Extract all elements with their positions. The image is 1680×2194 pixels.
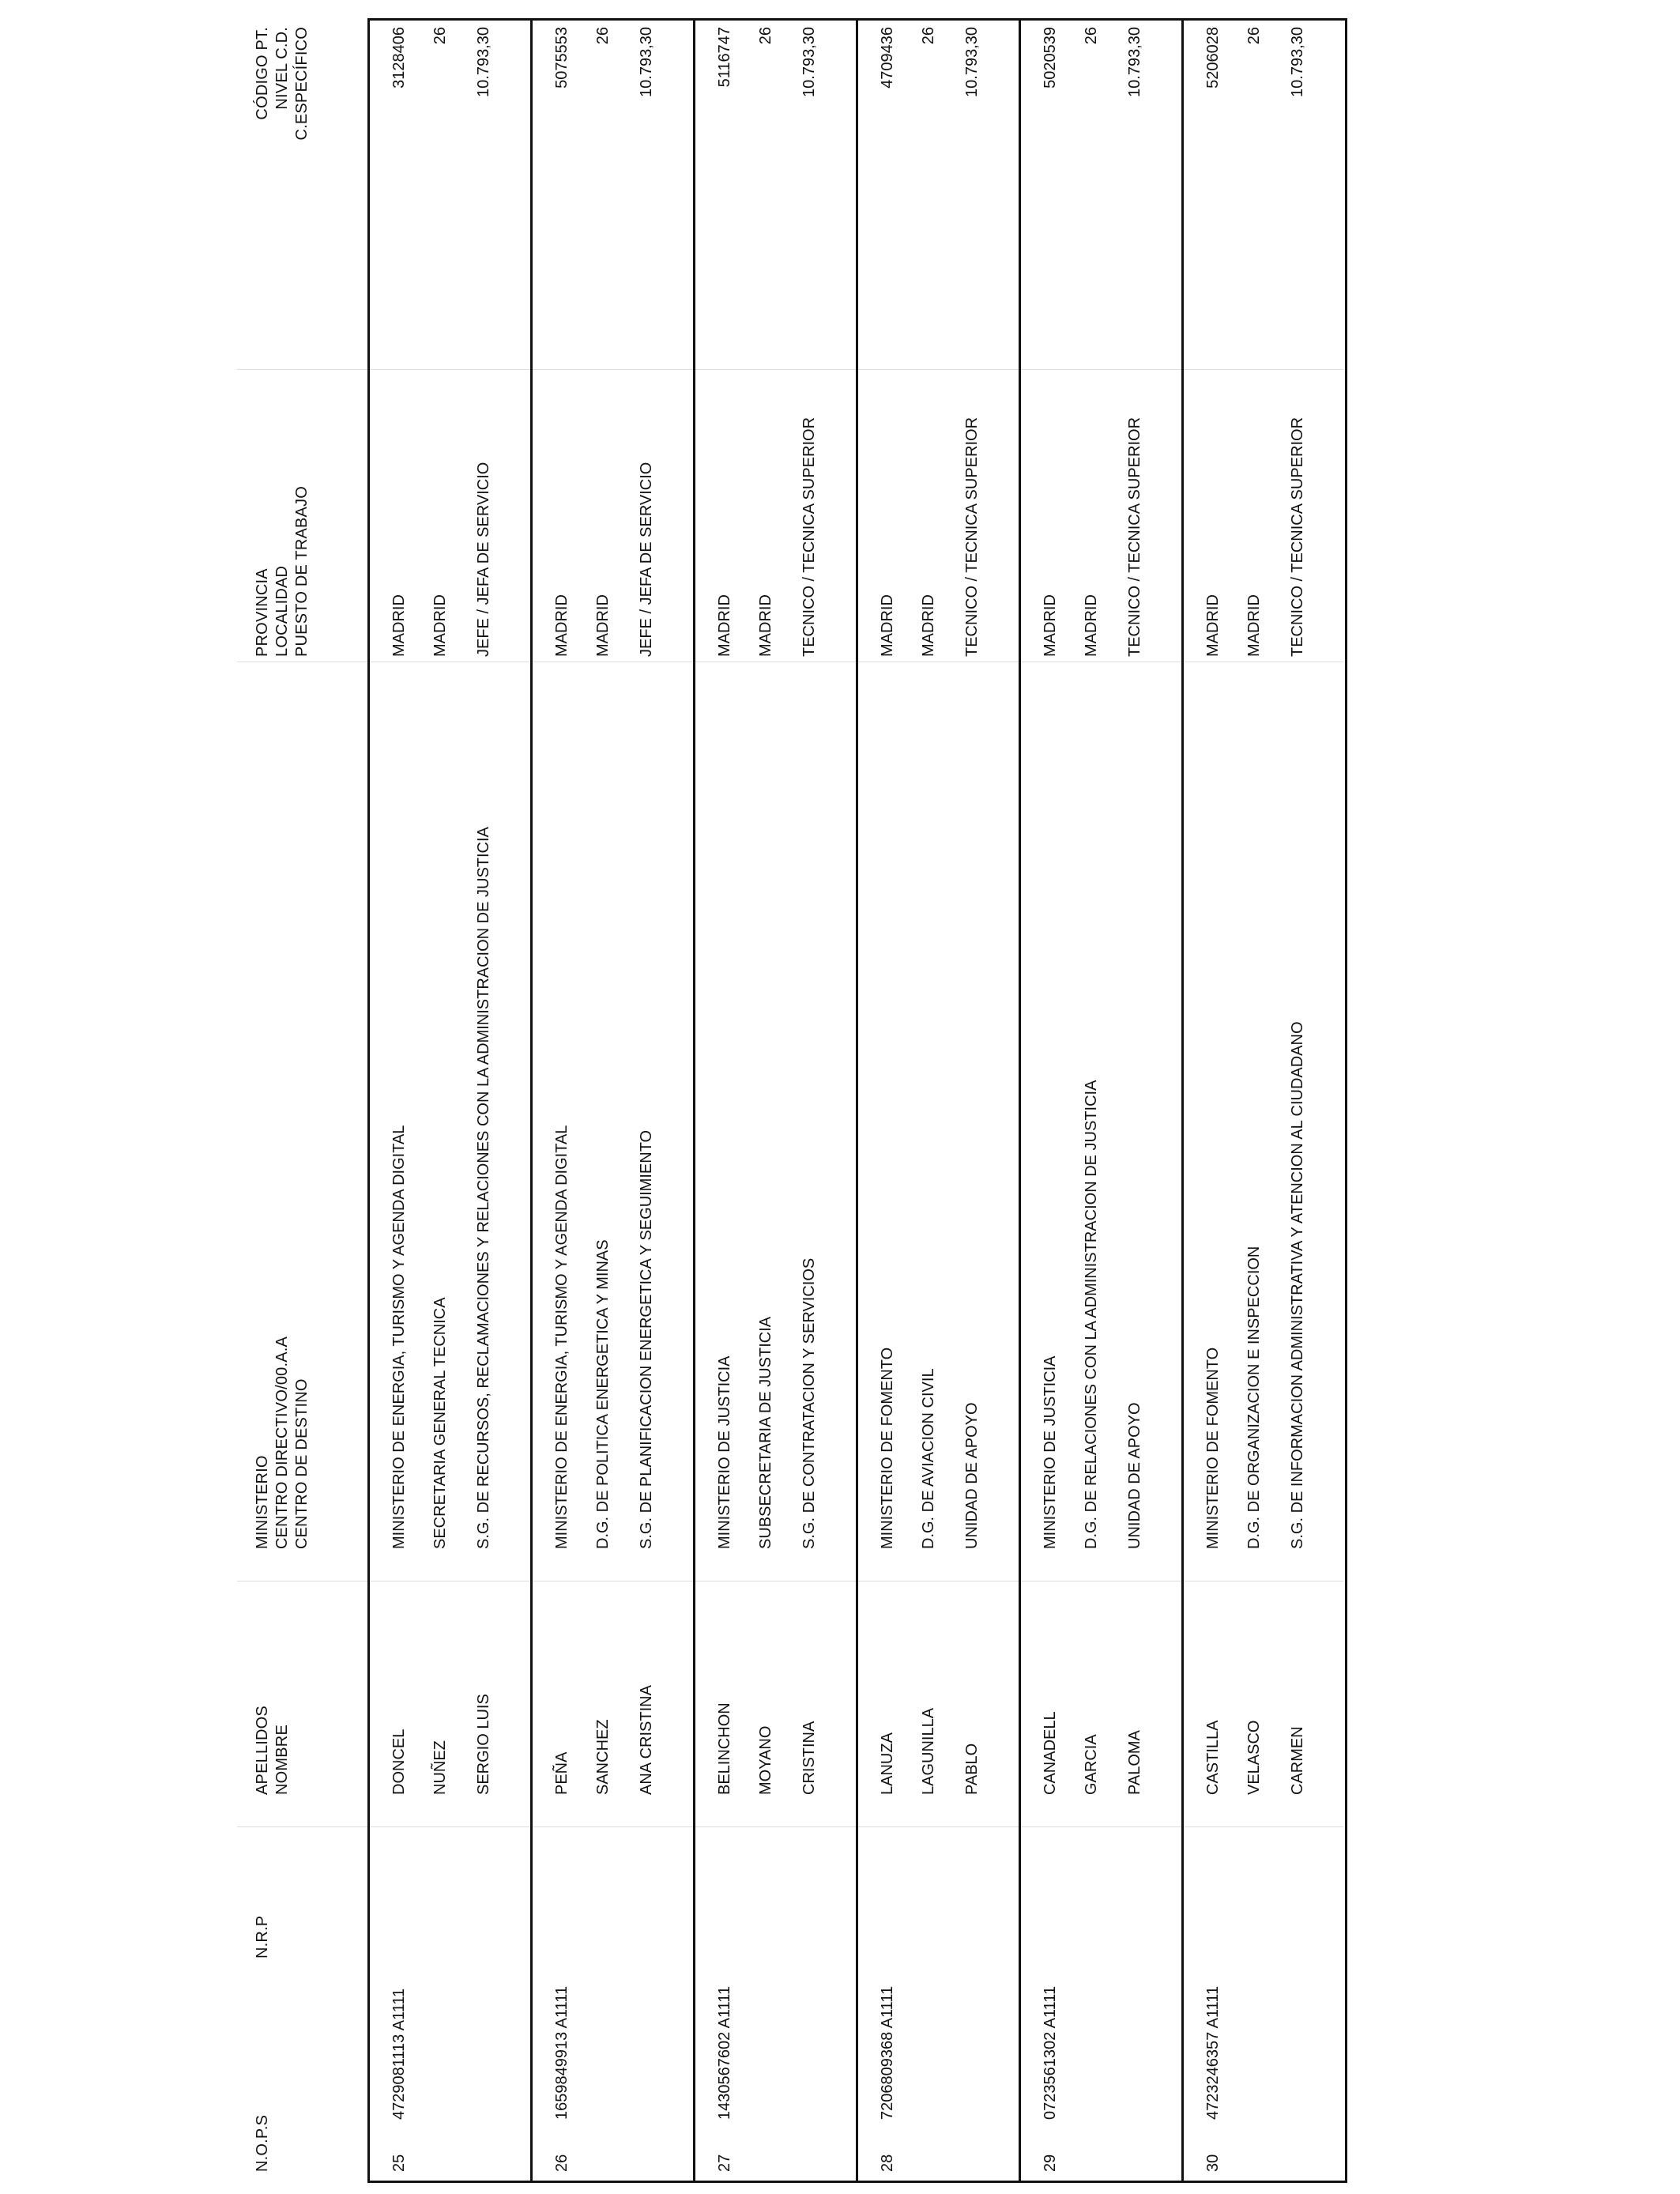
header-ministerio-label: MINISTERIO bbox=[254, 1455, 271, 1549]
nombre-cell: ANA CRISTINA bbox=[638, 1685, 655, 1795]
nops-cell: 30 bbox=[1204, 2154, 1222, 2172]
header-apellidos-label: APELLIDOS bbox=[254, 1706, 271, 1795]
centro-directivo-cell: SECRETARIA GENERAL TECNICA bbox=[431, 1297, 449, 1549]
header-nombre-label: NOMBRE bbox=[273, 1725, 291, 1795]
especifico-cell: 10.793,30 bbox=[800, 27, 818, 97]
centro-directivo-cell: D.G. DE AVIACION CIVIL bbox=[920, 1368, 937, 1549]
localidad-cell: MADRID bbox=[431, 594, 449, 657]
centro-directivo-cell: D.G. DE POLITICA ENERGETICA Y MINAS bbox=[594, 1239, 612, 1549]
nops-cell: 25 bbox=[390, 2154, 408, 2172]
centro-destino-cell: S.G. DE PLANIFICACION ENERGETICA Y SEGUIMIENTO bbox=[638, 1129, 655, 1549]
provincia-cell: MADRID bbox=[879, 594, 896, 657]
nombre-cell: CARMEN bbox=[1289, 1726, 1306, 1795]
header-nivel-label: NIVEL C.D. bbox=[273, 27, 291, 110]
codigo-cell: 4709436 bbox=[879, 27, 896, 89]
nivel-cell: 26 bbox=[1245, 27, 1263, 45]
header-provincia-label: PROVINCIA bbox=[254, 568, 271, 657]
nivel-cell: 26 bbox=[757, 27, 774, 45]
header-ministerio-block bbox=[253, 1336, 312, 1549]
header-centro-destino-label: CENTRO DE DESTINO bbox=[293, 1378, 311, 1549]
row-separator bbox=[1019, 18, 1021, 2183]
row-separator bbox=[693, 18, 695, 2183]
ministerio-cell: MINISTERIO DE FOMENTO bbox=[1204, 1347, 1222, 1549]
nrp-cell: 7206809368 A1111 bbox=[879, 1985, 896, 2120]
nombre-cell: PABLO bbox=[963, 1743, 981, 1795]
centro-directivo-cell: D.G. DE ORGANIZACION E INSPECCION bbox=[1245, 1246, 1263, 1549]
nrp-cell: 1659849913 A1111 bbox=[553, 1985, 571, 2120]
row-separator bbox=[530, 18, 533, 2183]
nivel-cell: 26 bbox=[594, 27, 612, 45]
apellido1-cell: CASTILLA bbox=[1204, 1720, 1222, 1795]
nrp-cell: 1430567602 A1111 bbox=[716, 1985, 733, 2120]
localidad-cell: MADRID bbox=[594, 594, 612, 657]
header-codigo-block bbox=[253, 27, 312, 194]
localidad-cell: MADRID bbox=[757, 594, 774, 657]
puesto-cell: JEFE / JEFA DE SERVICIO bbox=[638, 462, 655, 657]
codigo-cell: 5116747 bbox=[716, 27, 733, 88]
apellido2-cell: SANCHEZ bbox=[594, 1719, 612, 1795]
especifico-cell: 10.793,30 bbox=[1126, 27, 1143, 97]
apellido1-cell: DONCEL bbox=[390, 1728, 408, 1795]
header-puesto-label: PUESTO DE TRABAJO bbox=[293, 485, 311, 657]
codigo-cell: 3128406 bbox=[390, 27, 408, 89]
header-centro-directivo-label: CENTRO DIRECTIVO/00.A.A bbox=[273, 1336, 291, 1549]
localidad-cell: MADRID bbox=[1083, 594, 1100, 657]
nrp-cell: 0723561302 A1111 bbox=[1042, 1985, 1059, 2120]
apellido1-cell: BELINCHON bbox=[716, 1702, 733, 1795]
centro-destino-cell: S.G. DE INFORMACION ADMINISTRATIVA Y ATENCION AL CIUDADANO bbox=[1289, 1021, 1306, 1549]
apellido1-cell: PEÑA bbox=[553, 1751, 571, 1795]
apellido2-cell: LAGUNILLA bbox=[920, 1707, 937, 1795]
puesto-cell: JEFE / JEFA DE SERVICIO bbox=[475, 462, 492, 657]
apellido2-cell: MOYANO bbox=[757, 1725, 774, 1795]
apellido2-cell: GARCIA bbox=[1083, 1734, 1100, 1795]
ministerio-cell: MINISTERIO DE ENERGIA, TURISMO Y AGENDA DIGITAL bbox=[553, 1125, 571, 1549]
row-separator bbox=[1181, 18, 1184, 2183]
centro-directivo-cell: SUBSECRETARIA DE JUSTICIA bbox=[757, 1316, 774, 1549]
header-nops bbox=[253, 2115, 273, 2172]
nrp-cell: 4729081113 A1111 bbox=[390, 1988, 408, 2120]
nivel-cell: 26 bbox=[1083, 27, 1100, 45]
nombre-cell: SERGIO LUIS bbox=[475, 1694, 492, 1795]
header-nops-label: N.O.P.S bbox=[254, 2114, 271, 2172]
nombre-cell: CRISTINA bbox=[800, 1721, 818, 1795]
header-nrp-label: N.R.P bbox=[254, 1915, 271, 1958]
centro-destino-cell: S.G. DE RECURSOS, RECLAMACIONES Y RELACIONES CON LA ADMINISTRACION DE JUSTICIA bbox=[475, 827, 492, 1549]
header-nrp bbox=[253, 1916, 273, 1958]
codigo-cell: 5020539 bbox=[1042, 27, 1059, 89]
ministerio-cell: MINISTERIO DE FOMENTO bbox=[879, 1347, 896, 1549]
provincia-cell: MADRID bbox=[553, 594, 571, 657]
provincia-cell: MADRID bbox=[1042, 594, 1059, 657]
provincia-cell: MADRID bbox=[1204, 594, 1222, 657]
header-provincia-block bbox=[253, 486, 312, 657]
ministerio-cell: MINISTERIO DE JUSTICIA bbox=[716, 1355, 733, 1549]
apellido1-cell: LANUZA bbox=[879, 1732, 896, 1795]
row-separator bbox=[856, 18, 858, 2183]
puesto-cell: TECNICO / TECNICA SUPERIOR bbox=[1126, 417, 1143, 657]
centro-destino-cell: UNIDAD DE APOYO bbox=[1126, 1402, 1143, 1549]
puesto-cell: TECNICO / TECNICA SUPERIOR bbox=[963, 417, 981, 657]
header-localidad-label: LOCALIDAD bbox=[273, 565, 291, 657]
puesto-cell: TECNICO / TECNICA SUPERIOR bbox=[800, 417, 818, 657]
apellido2-cell: NUÑEZ bbox=[431, 1740, 449, 1795]
header-especifico-label: C.ESPECÍFICO bbox=[293, 27, 311, 141]
nops-cell: 26 bbox=[553, 2154, 571, 2172]
codigo-cell: 5206028 bbox=[1204, 27, 1222, 89]
nivel-cell: 26 bbox=[431, 27, 449, 45]
header-apellidos-nombre bbox=[253, 1706, 292, 1795]
nops-cell: 27 bbox=[716, 2154, 733, 2172]
nrp-cell: 4723246357 A1111 bbox=[1204, 1985, 1222, 2120]
especifico-cell: 10.793,30 bbox=[638, 27, 655, 97]
nivel-cell: 26 bbox=[920, 27, 937, 45]
nops-cell: 28 bbox=[879, 2154, 896, 2172]
centro-directivo-cell: D.G. DE RELACIONES CON LA ADMINISTRACION DE JUSTICIA bbox=[1083, 1080, 1100, 1549]
centro-destino-cell: S.G. DE CONTRATACION Y SERVICIOS bbox=[800, 1257, 818, 1549]
localidad-cell: MADRID bbox=[920, 594, 937, 657]
especifico-cell: 10.793,30 bbox=[475, 27, 492, 97]
apellido1-cell: CANADELL bbox=[1042, 1711, 1059, 1795]
especifico-cell: 10.793,30 bbox=[1289, 27, 1306, 97]
codigo-cell: 5075553 bbox=[553, 27, 571, 89]
provincia-cell: MADRID bbox=[716, 594, 733, 657]
apellido2-cell: VELASCO bbox=[1245, 1720, 1263, 1795]
provincia-cell: MADRID bbox=[390, 594, 408, 657]
localidad-cell: MADRID bbox=[1245, 594, 1263, 657]
header-codigo-label: CÓDIGO PT. bbox=[254, 27, 271, 120]
especifico-cell: 10.793,30 bbox=[963, 27, 981, 97]
centro-destino-cell: UNIDAD DE APOYO bbox=[963, 1402, 981, 1549]
ministerio-cell: MINISTERIO DE JUSTICIA bbox=[1042, 1355, 1059, 1549]
nombre-cell: PALOMA bbox=[1126, 1730, 1143, 1795]
nops-cell: 29 bbox=[1042, 2154, 1059, 2172]
puesto-cell: TECNICO / TECNICA SUPERIOR bbox=[1289, 417, 1306, 657]
ministerio-cell: MINISTERIO DE ENERGIA, TURISMO Y AGENDA DIGITAL bbox=[390, 1125, 408, 1549]
